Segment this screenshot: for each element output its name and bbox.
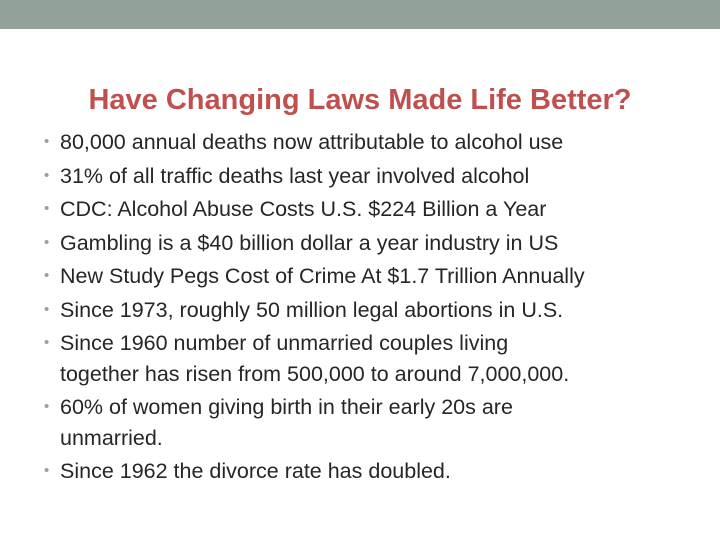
bullet-point-icon: • bbox=[44, 334, 50, 351]
bullet-item bbox=[0, 261, 700, 292]
bullet-point-icon: • bbox=[44, 462, 50, 479]
bullet-point-icon: • bbox=[44, 200, 50, 217]
bullet-item bbox=[0, 328, 700, 389]
bullet-text: CDC: Alcohol Abuse Costs U.S. $224 Billion a Year bbox=[60, 197, 547, 221]
bullet-item bbox=[0, 228, 700, 259]
bullet-item bbox=[0, 161, 700, 192]
bullet-text: 60% of women giving birth in their early 20s are unmarried. bbox=[60, 395, 513, 450]
bullet-text: New Study Pegs Cost of Crime At $1.7 Trillion Annually bbox=[60, 264, 585, 288]
bullet-text: Since 1960 number of unmarried couples living together has risen from 500,000 to around 7,000,000. bbox=[60, 331, 570, 386]
bullet-text: 31% of all traffic deaths last year involved alcohol bbox=[60, 163, 530, 188]
bullet-text: Gambling is a $40 billion dollar a year industry in US bbox=[60, 230, 559, 255]
bullet-item bbox=[0, 127, 700, 158]
bullet-point-icon: • bbox=[44, 398, 50, 415]
bullet-point-icon: • bbox=[44, 166, 50, 184]
bullet-point-icon: • bbox=[44, 300, 50, 318]
bullet-point-icon: • bbox=[44, 233, 50, 251]
bullet-item bbox=[0, 295, 700, 326]
bullet-item bbox=[0, 456, 700, 487]
bullet-item bbox=[0, 194, 700, 225]
bullet-point-icon: • bbox=[44, 133, 50, 150]
bullet-text: 80,000 annual deaths now attributable to alcohol use bbox=[60, 130, 564, 154]
slide-title: Have Changing Laws Made Life Better? bbox=[88, 84, 632, 117]
bullet-text: Since 1973, roughly 50 million legal abortions in U.S. bbox=[60, 297, 564, 322]
bullet-item bbox=[0, 392, 700, 453]
bullet-text: Since 1962 the divorce rate has doubled. bbox=[60, 459, 451, 483]
bullet-list bbox=[0, 127, 720, 487]
bullet-point-icon: • bbox=[44, 267, 50, 284]
top-accent-bar bbox=[0, 0, 720, 29]
